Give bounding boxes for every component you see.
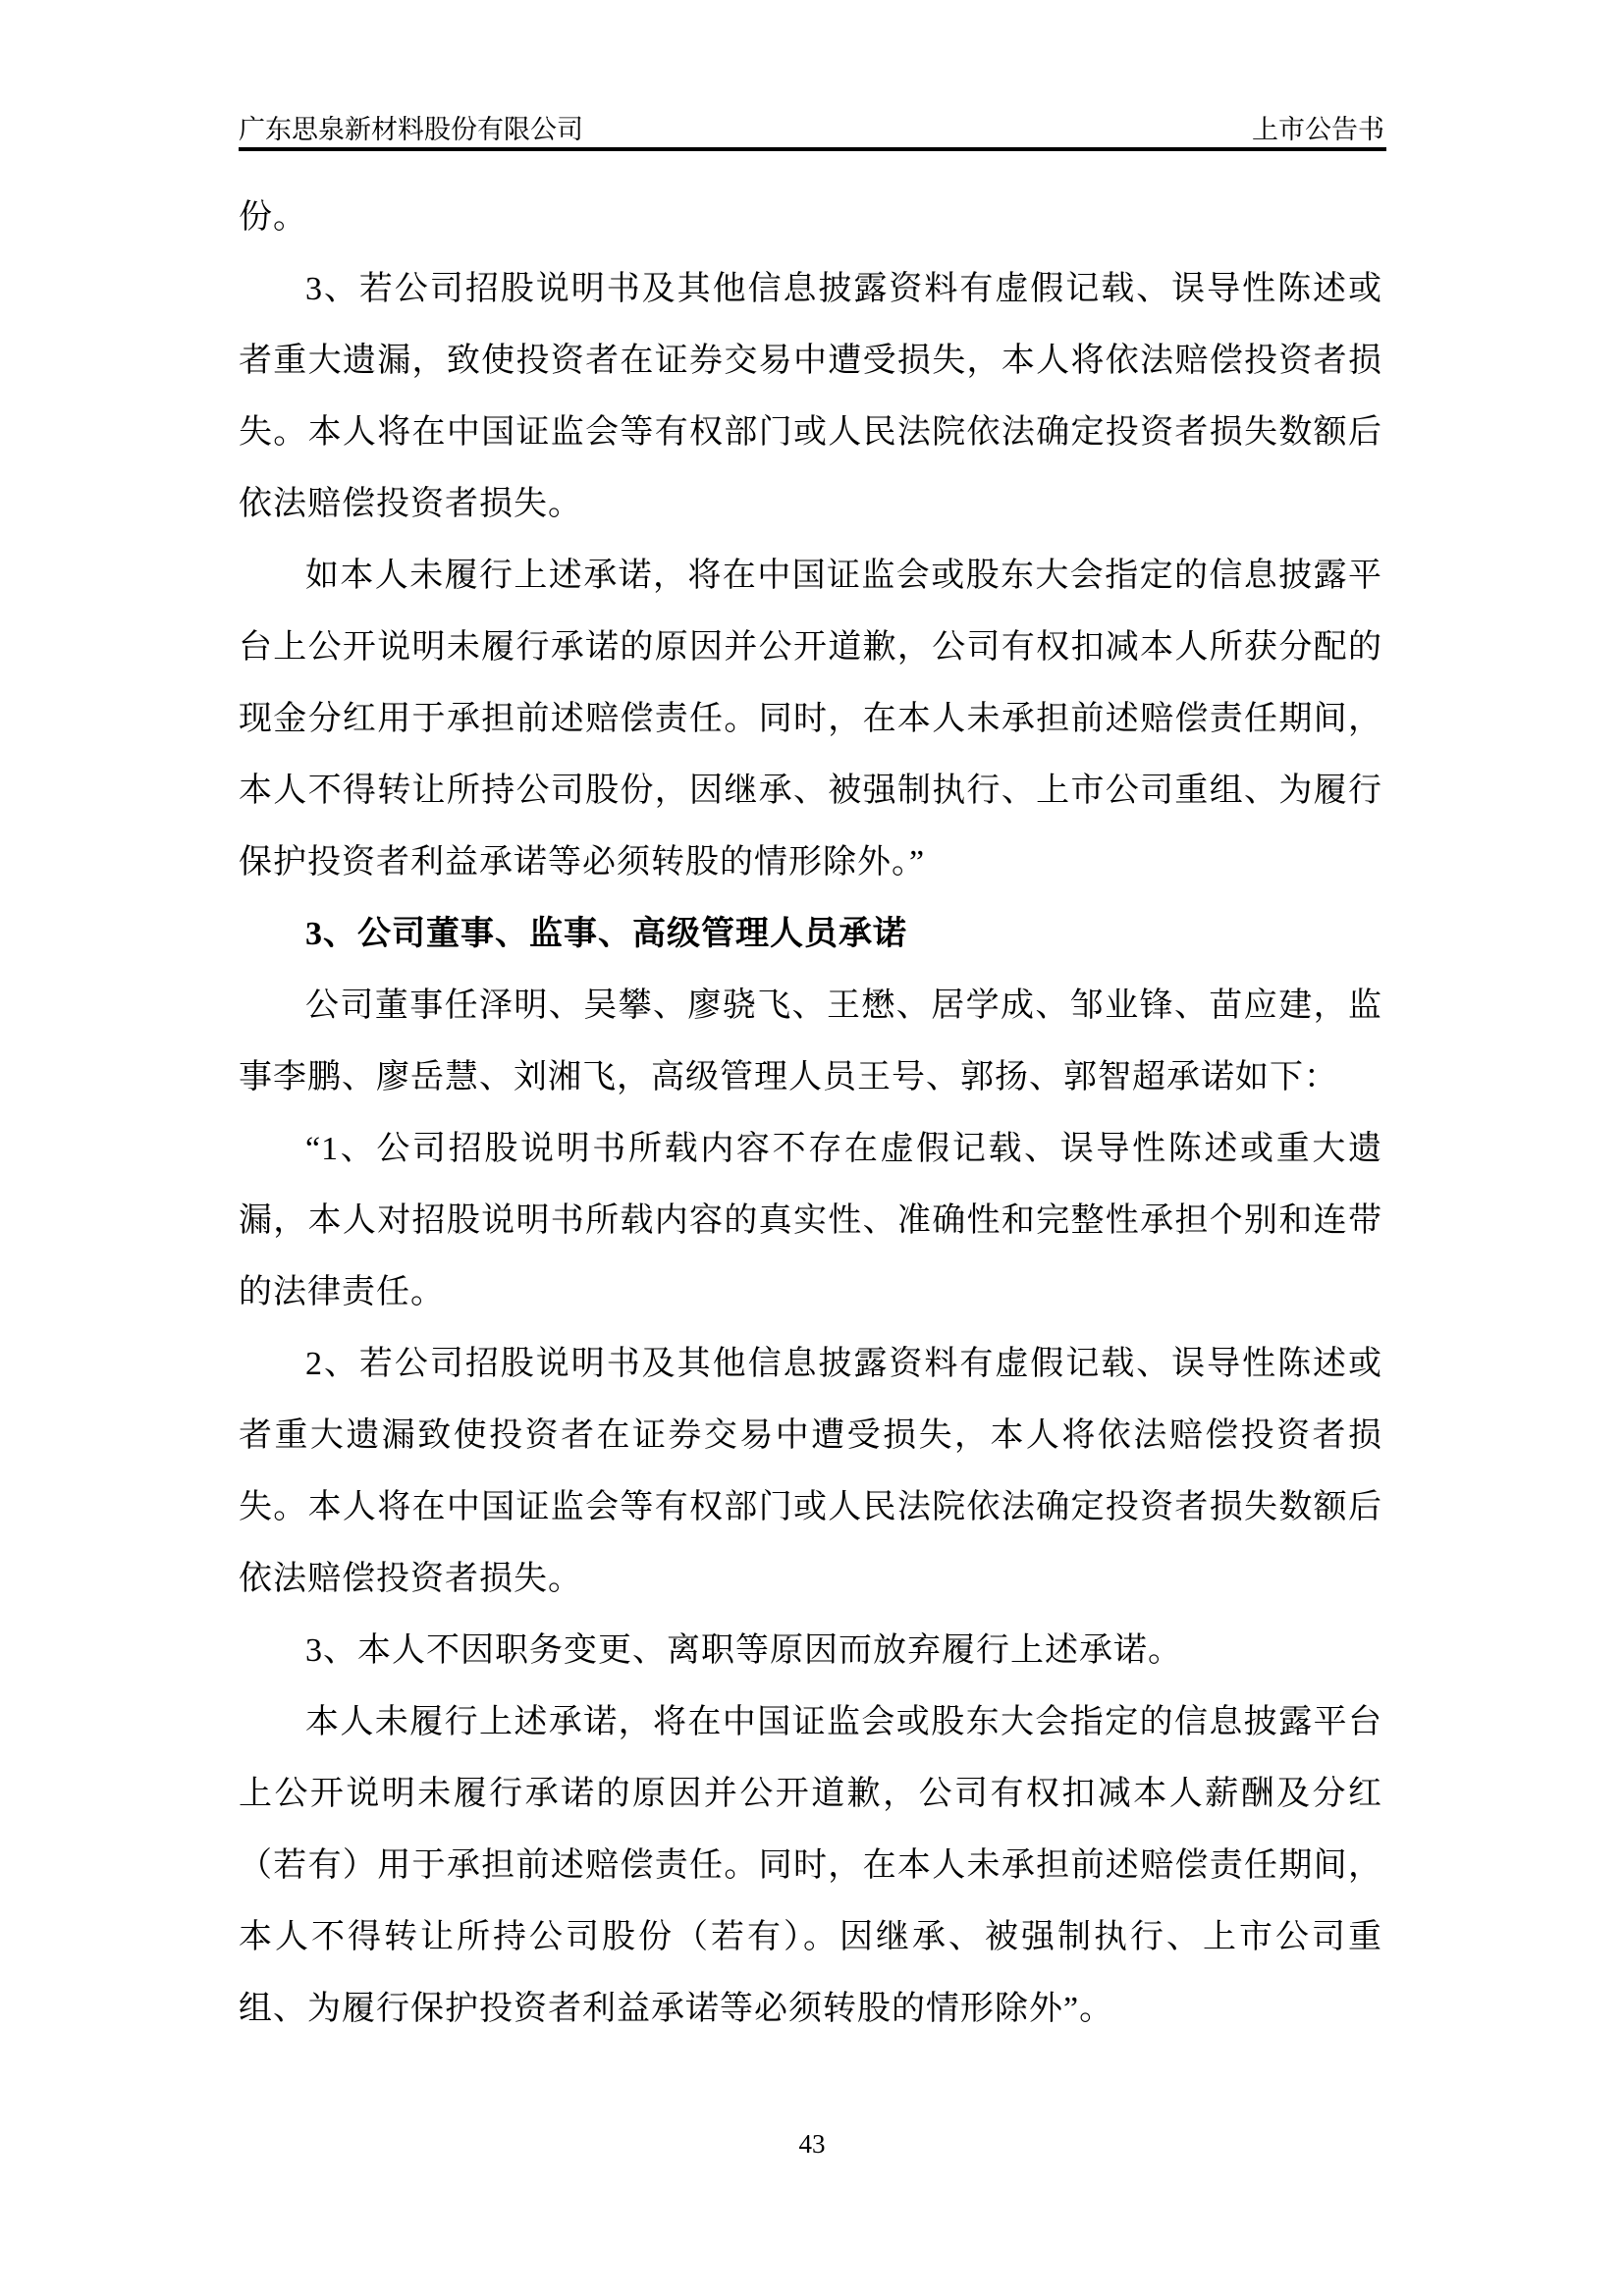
paragraph: 3、若公司招股说明书及其他信息披露资料有虚假记载、误导性陈述或者重大遗漏，致使投资者在证券交易中遭受损失，本人将依法赔偿投资者损失。本人将在中国证监会等有权部门或人民法院依法确定投资者损失数额后依法赔偿投资者损失。 (239, 271, 1382, 522)
document-body (239, 182, 1382, 2045)
paragraph: 2、若公司招股说明书及其他信息披露资料有虚假记载、误导性陈述或者重大遗漏致使投资者在证券交易中遭受损失，本人将依法赔偿投资者损失。本人将在中国证监会等有权部门或人民法院依法确定投资者损失数额后依法赔偿投资者损失。 (239, 1346, 1382, 1597)
paragraph: 本人未履行上述承诺，将在中国证监会或股东大会指定的信息披露平台上公开说明未履行承诺的原因并公开道歉，公司有权扣减本人薪酬及分红（若有）用于承担前述赔偿责任。同时，在本人未承担前述赔偿责任期间，本人不得转让所持公司股份（若有）。因继承、被强制执行、上市公司重组、为履行保护投资者利益承诺等必须转股的情形除外”。 (239, 1704, 1382, 2027)
page-header (239, 114, 1384, 145)
page-footer (0, 2128, 1624, 2160)
paragraph: 公司董事任泽明、吴攀、廖骁飞、王懋、居学成、邹业锋、苗应建，监事李鹏、廖岳慧、刘湘飞，高级管理人员王号、郭扬、郭智超承诺如下： (239, 988, 1382, 1095)
paragraph-continuation: 份。 (239, 199, 307, 236)
header-doc-title: 上市公告书 (1252, 115, 1384, 144)
paragraph: “1、公司招股说明书所载内容不存在虚假记载、误导性陈述或重大遗漏，本人对招股说明书所载内容的真实性、准确性和完整性承担个别和连带的法律责任。 (239, 1131, 1382, 1310)
header-rule (239, 147, 1386, 151)
page-number: 43 (798, 2129, 826, 2159)
section-heading: 3、公司董事、监事、高级管理人员承诺 (305, 916, 907, 952)
paragraph: 如本人未履行上述承诺，将在中国证监会或股东大会指定的信息披露平台上公开说明未履行承诺的原因并公开道歉，公司有权扣减本人所获分配的现金分红用于承担前述赔偿责任。同时，在本人未承担前述赔偿责任期间，本人不得转让所持公司股份，因继承、被强制执行、上市公司重组、为履行保护投资者利益承诺等必须转股的情形除外。” (239, 558, 1382, 881)
paragraph: 3、本人不因职务变更、离职等原因而放弃履行上述承诺。 (305, 1632, 1182, 1669)
header-company-name: 广东思泉新材料股份有限公司 (239, 115, 583, 144)
